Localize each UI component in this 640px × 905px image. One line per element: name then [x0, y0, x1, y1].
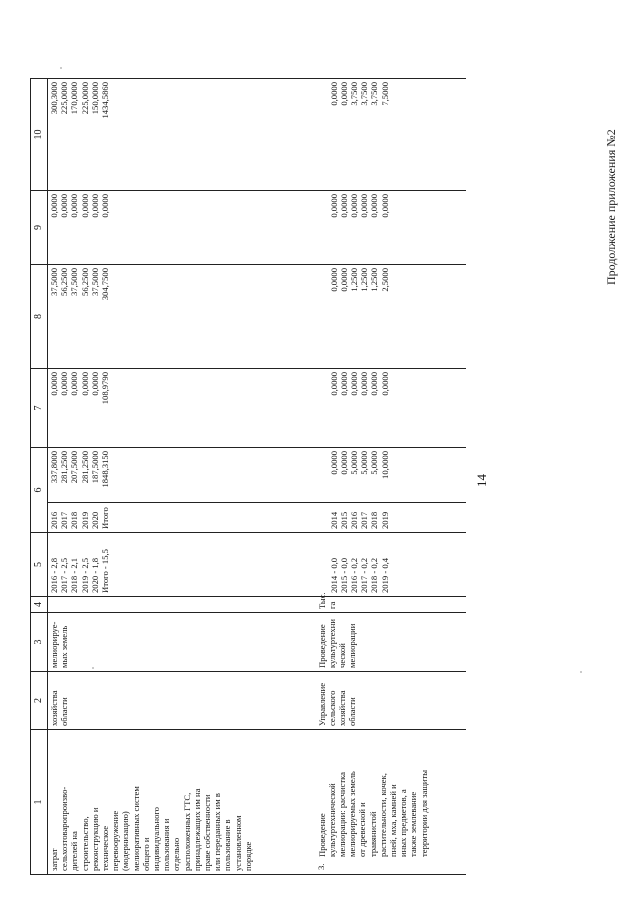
cell-line: 5,0000: [369, 451, 380, 475]
cell-line: 0,0000: [328, 372, 339, 396]
cell-line: установленном: [232, 815, 243, 871]
cell-line: также землевание: [408, 791, 419, 857]
cell-line: 5,0000: [348, 451, 359, 475]
cell-line: 2020 - 1,8: [89, 557, 100, 593]
cell-line: 37,5000: [69, 268, 80, 296]
cell-line: 187,5000: [89, 451, 100, 484]
header-cell-3: 3: [31, 613, 48, 672]
cell-line: 0,0000: [359, 194, 370, 218]
cell-line: 0,0000: [328, 82, 339, 106]
indicator-cell: [316, 613, 466, 672]
cell-line: 0,0000: [359, 372, 370, 396]
indicator-cell: [48, 613, 316, 672]
years-cell: [316, 503, 466, 533]
header-cell-5: 5: [31, 533, 48, 597]
cell-line: 7,5000: [379, 82, 390, 106]
cell-line: 2020: [89, 511, 100, 529]
header-cell-8: 8: [31, 265, 48, 369]
cell-line: 2017 - 2,5: [59, 557, 70, 593]
cell-line: области: [347, 697, 358, 726]
cell-line: 2018: [369, 511, 380, 529]
cell-line: индивидуального: [151, 807, 162, 871]
cell-line: 1,2500: [348, 268, 359, 292]
cell-line: территории для защиты: [418, 769, 429, 857]
cell-line: 0,0000: [338, 372, 349, 396]
local-funding-cell: [316, 191, 466, 265]
cell-line: 0,0000: [49, 194, 59, 218]
total-funding-cell: [316, 448, 466, 503]
cell-line: затрат: [49, 848, 59, 871]
cell-line: дителей на: [69, 831, 80, 871]
cell-line: 207,5000: [69, 451, 80, 484]
cell-line: 0,0000: [338, 82, 349, 106]
cell-line: 0,0000: [69, 194, 80, 218]
cell-line: 2015 - 0,0: [338, 557, 349, 593]
cell-line: Проведение: [316, 624, 327, 668]
header-cell-7: 7: [31, 369, 48, 448]
cell-line: 0,0000: [89, 372, 100, 396]
cell-line: 108,9790: [100, 372, 111, 405]
cell-line: 0,0000: [328, 268, 339, 292]
executor-cell: [48, 672, 316, 730]
header-row: [31, 79, 48, 875]
header-cell-9: 9: [31, 191, 48, 265]
cell-line: хозяйства: [336, 690, 347, 726]
cell-line: пней, мха, камней и: [387, 784, 398, 857]
cell-line: пользования и: [161, 818, 172, 871]
cell-line: 2019 - 0,4: [379, 557, 390, 593]
cell-line: общего и: [140, 837, 151, 871]
cell-line: 37,5000: [49, 268, 59, 296]
cell-line: 2017: [359, 511, 370, 529]
cell-line: или переданных им в: [212, 793, 223, 871]
cell-line: мелиоративных систем: [130, 786, 141, 871]
cell-line: расположенных ГТС,: [181, 792, 192, 871]
cell-line: Итого - 15,5: [100, 549, 111, 593]
cell-line: 0,0000: [348, 372, 359, 396]
cell-line: 1,2500: [369, 268, 380, 292]
target-values-cell: [48, 533, 316, 597]
cell-line: мелиорации: [347, 623, 358, 668]
cell-line: 0,0000: [79, 372, 90, 396]
cell-line: 2015: [338, 511, 349, 529]
cell-line: 0,0000: [379, 372, 390, 396]
scan-speck: [60, 67, 62, 69]
local-funding-cell: [48, 191, 316, 265]
cell-line: 0,0000: [69, 372, 80, 396]
cell-line: Проведение: [316, 813, 327, 857]
cell-line: 0,0000: [100, 194, 111, 218]
cell-line: 5,0000: [359, 451, 370, 475]
cell-line: 56,2500: [79, 268, 90, 296]
regional-funding-cell: [316, 265, 466, 369]
description-cell: [48, 730, 316, 875]
cell-line: 2019 - 2,5: [79, 557, 90, 593]
cell-line: 10,0000: [379, 451, 390, 479]
cell-line: 2016: [348, 511, 359, 529]
cell-line: иных предметов, а: [398, 789, 409, 857]
cell-line: 170,0000: [69, 82, 80, 115]
cell-line: (модернизацию): [120, 811, 131, 871]
cell-line: 2017: [59, 511, 70, 529]
cell-line: 2014 - 0,0: [328, 557, 339, 593]
cell-line: 225,0000: [79, 82, 90, 115]
cell-line: 1,2500: [359, 268, 370, 292]
executor-cell: [316, 672, 466, 730]
cell-line: 281,2500: [59, 451, 70, 484]
cell-line: 3,7500: [369, 82, 380, 106]
target-values-cell: [316, 533, 466, 597]
cell-line: 2018 - 0,2: [369, 557, 380, 593]
cell-line: 37,5000: [89, 268, 100, 296]
cell-line: 2018: [69, 511, 80, 529]
cell-line: 2014: [328, 511, 339, 529]
cell-line: 0,0000: [338, 451, 349, 475]
cell-line: 0,0000: [348, 194, 359, 218]
cell-line: 225,0000: [59, 82, 70, 115]
cell-line: 0,0000: [369, 194, 380, 218]
cell-line: Итого: [100, 507, 111, 529]
cell-line: 0,0000: [379, 194, 390, 218]
cell-line: 0,0000: [59, 372, 70, 396]
cell-line: принадлежащих им на: [191, 788, 202, 871]
cell-line: 3,7500: [348, 82, 359, 106]
cell-line: травянистой: [367, 811, 378, 857]
cell-line: 2017 - 0,2: [359, 557, 370, 593]
unit-cell: [316, 592, 466, 613]
cell-line: 0,0000: [338, 268, 349, 292]
cell-line: культуртехни: [326, 619, 337, 668]
cell-line: 2016: [49, 511, 59, 529]
cell-line: 1434,5860: [100, 82, 111, 119]
cell-line: от древесной и: [357, 802, 368, 857]
cell-line: 0,0000: [59, 194, 70, 218]
cell-line: ческой: [336, 643, 347, 668]
years-cell: [48, 503, 316, 533]
cell-line: 0,0000: [49, 372, 59, 396]
cell-line: порядке: [242, 841, 253, 871]
cell-line: 3,7500: [359, 82, 370, 106]
description-cell: [316, 730, 466, 875]
cell-line: 150,0000: [89, 82, 100, 115]
regional-funding-cell: [48, 265, 316, 369]
scan-speck: [92, 667, 94, 669]
cell-line: хозяйства: [49, 690, 59, 726]
row-index: 3.: [315, 863, 326, 870]
cell-line: 0,0000: [338, 194, 349, 218]
header-cell-2: 2: [31, 672, 48, 730]
cell-line: перевооружение: [110, 810, 121, 871]
cell-line: Тыс.: [316, 592, 327, 609]
cell-line: 1848,3150: [100, 451, 111, 488]
header-cell-10: 10: [31, 79, 48, 191]
cell-line: 0,0000: [89, 194, 100, 218]
unit-cell: [48, 597, 316, 613]
cell-line: техническое: [100, 825, 111, 871]
scan-speck: [580, 671, 582, 673]
cell-line: 304,7500: [100, 268, 111, 301]
cell-line: 0,0000: [79, 194, 90, 218]
cell-line: растительности, кочек,: [377, 773, 388, 857]
cell-line: 2016 - 2,8: [49, 557, 59, 593]
cell-line: праве собственности: [202, 794, 213, 871]
cell-line: культуртехнической: [326, 783, 337, 857]
federal-funding-cell: [316, 369, 466, 448]
cell-line: 0,0000: [328, 451, 339, 475]
cell-line: 0,0000: [328, 194, 339, 218]
cell-line: 2019: [379, 511, 390, 529]
header-cell-4: 4: [31, 597, 48, 613]
header-cell-6: 6: [31, 448, 48, 533]
cell-line: 56,2500: [59, 268, 70, 296]
cell-line: области: [59, 697, 70, 726]
cell-line: сельского: [326, 690, 337, 726]
cell-line: строительство,: [79, 816, 90, 871]
cell-line: пользование в: [222, 819, 233, 871]
cell-line: реконструкцию и: [89, 807, 100, 871]
table-row: [316, 79, 466, 875]
extra-funding-cell: [48, 79, 316, 191]
page-number: 14: [474, 474, 489, 487]
cell-line: сельхозтоваропроизво-: [59, 786, 70, 871]
cell-line: 2016 - 0,2: [348, 557, 359, 593]
continuation-title: Продолжение приложения №2: [604, 129, 618, 285]
description-lines: [317, 733, 429, 871]
federal-funding-cell: [48, 369, 316, 448]
cell-line: 281,2500: [79, 451, 90, 484]
cell-line: 300,3000: [49, 82, 59, 115]
table-row: [48, 79, 316, 875]
cell-line: 2018 - 2,1: [69, 557, 80, 593]
cell-line: 0,0000: [369, 372, 380, 396]
header-cell-1: 1: [31, 730, 48, 875]
cell-line: мелиорируемых земель: [347, 771, 358, 857]
cell-line: га: [326, 601, 337, 609]
cell-line: 337,8000: [49, 451, 59, 484]
extra-funding-cell: [316, 79, 466, 191]
appendix-table: [30, 78, 466, 875]
cell-line: мых земель: [59, 625, 70, 668]
cell-line: мелиорируе-: [49, 621, 59, 668]
total-funding-cell: [48, 448, 316, 503]
cell-line: мелиорации: расчистка: [336, 772, 347, 857]
cell-line: отдельно: [171, 837, 182, 871]
cell-line: 2019: [79, 511, 90, 529]
cell-line: Управление: [316, 682, 327, 726]
cell-line: 2,5000: [379, 268, 390, 292]
